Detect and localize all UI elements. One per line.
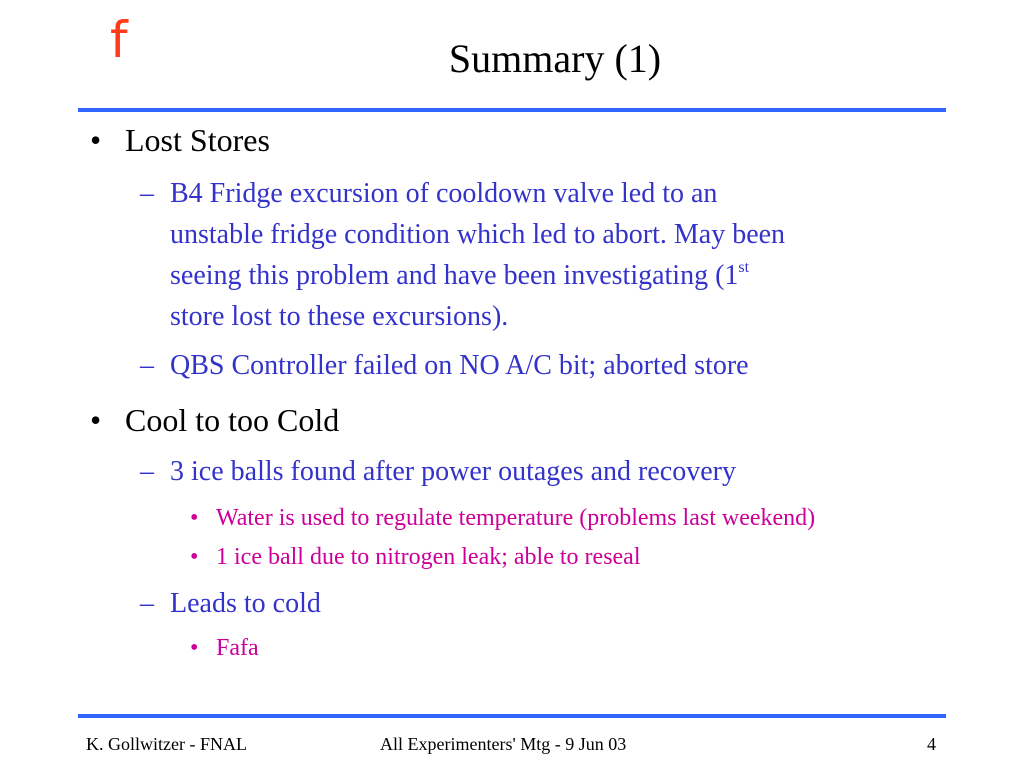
- sub-bullet-marker: –: [140, 350, 154, 381]
- sub-bullet-marker: –: [140, 456, 154, 487]
- sub-sub-bullet-water: Water is used to regulate temperature (problems last weekend): [216, 505, 816, 531]
- footer-meeting: All Experimenters' Mtg - 9 Jun 03: [380, 734, 627, 754]
- sub-sub-bullet-nitrogen-leak: 1 ice ball due to nitrogen leak; able to reseal: [216, 544, 641, 570]
- sub-bullet-b4-fridge-line3: [170, 260, 749, 292]
- bottom-divider: [78, 714, 946, 718]
- sub-bullet-b4-fridge-line1: B4 Fridge excursion of cooldown valve led to an: [170, 178, 718, 209]
- sub-sub-bullet-fafa: Fafa: [216, 635, 259, 661]
- sub-bullet-b4-fridge-line3-text: seeing this problem and have been investigating (1: [170, 260, 739, 291]
- bullet-lost-stores: Lost Stores: [125, 122, 270, 158]
- sub-bullet-b4-fridge-line4: store lost to these excursions).: [170, 301, 509, 332]
- logo-icon: f: [110, 11, 128, 69]
- superscript-st: st: [738, 259, 750, 276]
- footer-author: K. Gollwitzer - FNAL: [86, 734, 247, 754]
- sub-bullet-qbs-controller: QBS Controller failed on NO A/C bit; aborted store: [170, 350, 749, 381]
- footer-page-number: 4: [927, 734, 936, 754]
- bullet-marker: •: [90, 122, 102, 158]
- sub-bullet-b4-fridge-line2: unstable fridge condition which led to abort. May been: [170, 219, 786, 250]
- sub-bullet-marker: –: [140, 588, 154, 619]
- sub-bullet-leads-to-cold: Leads to cold: [170, 588, 321, 619]
- bullet-marker: •: [90, 402, 102, 438]
- page-title: Summary (1): [448, 36, 662, 81]
- sub-sub-bullet-marker: •: [190, 505, 199, 531]
- sub-bullet-marker: –: [140, 178, 154, 209]
- sub-sub-bullet-marker: •: [190, 544, 199, 570]
- bullet-cool-to-too-cold: Cool to too Cold: [125, 402, 340, 438]
- sub-bullet-ice-balls: 3 ice balls found after power outages and recovery: [170, 456, 736, 487]
- sub-sub-bullet-marker: •: [190, 635, 199, 661]
